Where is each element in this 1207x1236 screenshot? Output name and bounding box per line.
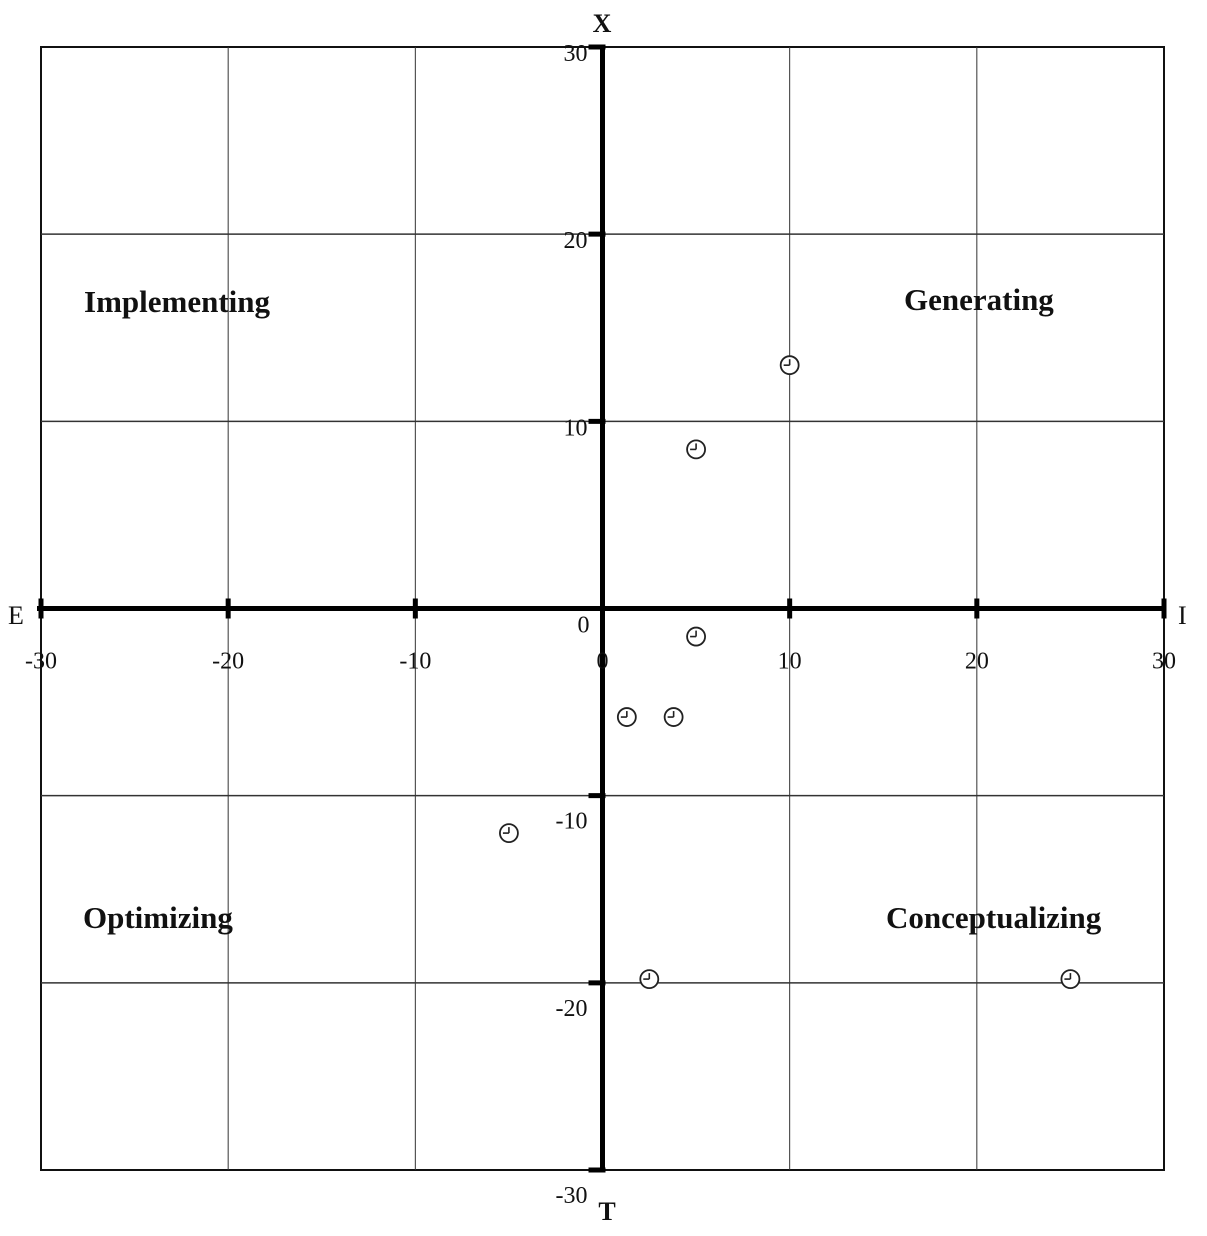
y-tick-label: 20 xyxy=(563,228,588,255)
axis-end-bottom-label: T xyxy=(598,1197,616,1226)
data-point xyxy=(687,440,705,458)
x-tick-label: -30 xyxy=(25,648,57,675)
data-point xyxy=(781,356,799,374)
axis-end-left-label: E xyxy=(8,601,24,630)
axis-end-top-label: X xyxy=(592,9,612,38)
data-point xyxy=(1061,970,1079,988)
data-point xyxy=(640,970,658,988)
y-tick-label: -20 xyxy=(555,995,588,1022)
y-tick-label: 30 xyxy=(563,41,588,67)
x-tick-label: 30 xyxy=(1152,648,1176,675)
x-tick-label: -10 xyxy=(399,648,432,675)
x-tick-label: -20 xyxy=(212,648,245,675)
axis-end-right-label: I xyxy=(1178,601,1187,630)
quadrant-label-bottom-left: Optimizing xyxy=(83,900,233,935)
x-tick-label: 10 xyxy=(777,648,802,675)
y-tick-label: -30 xyxy=(555,1183,588,1209)
y-tick-label: 0 xyxy=(577,612,590,639)
data-point xyxy=(687,628,705,646)
quadrant-label-top-right: Generating xyxy=(904,282,1054,317)
x-tick-label: 20 xyxy=(964,648,989,675)
quadrant-label-bottom-right: Conceptualizing xyxy=(886,900,1102,935)
y-tick-label: -10 xyxy=(555,808,588,835)
data-point xyxy=(500,824,518,842)
data-point xyxy=(618,708,636,726)
x-tick-label: 0 xyxy=(596,648,609,675)
data-point xyxy=(665,708,683,726)
y-tick-label: 10 xyxy=(563,415,588,442)
quadrant-label-top-left: Implementing xyxy=(84,284,270,319)
